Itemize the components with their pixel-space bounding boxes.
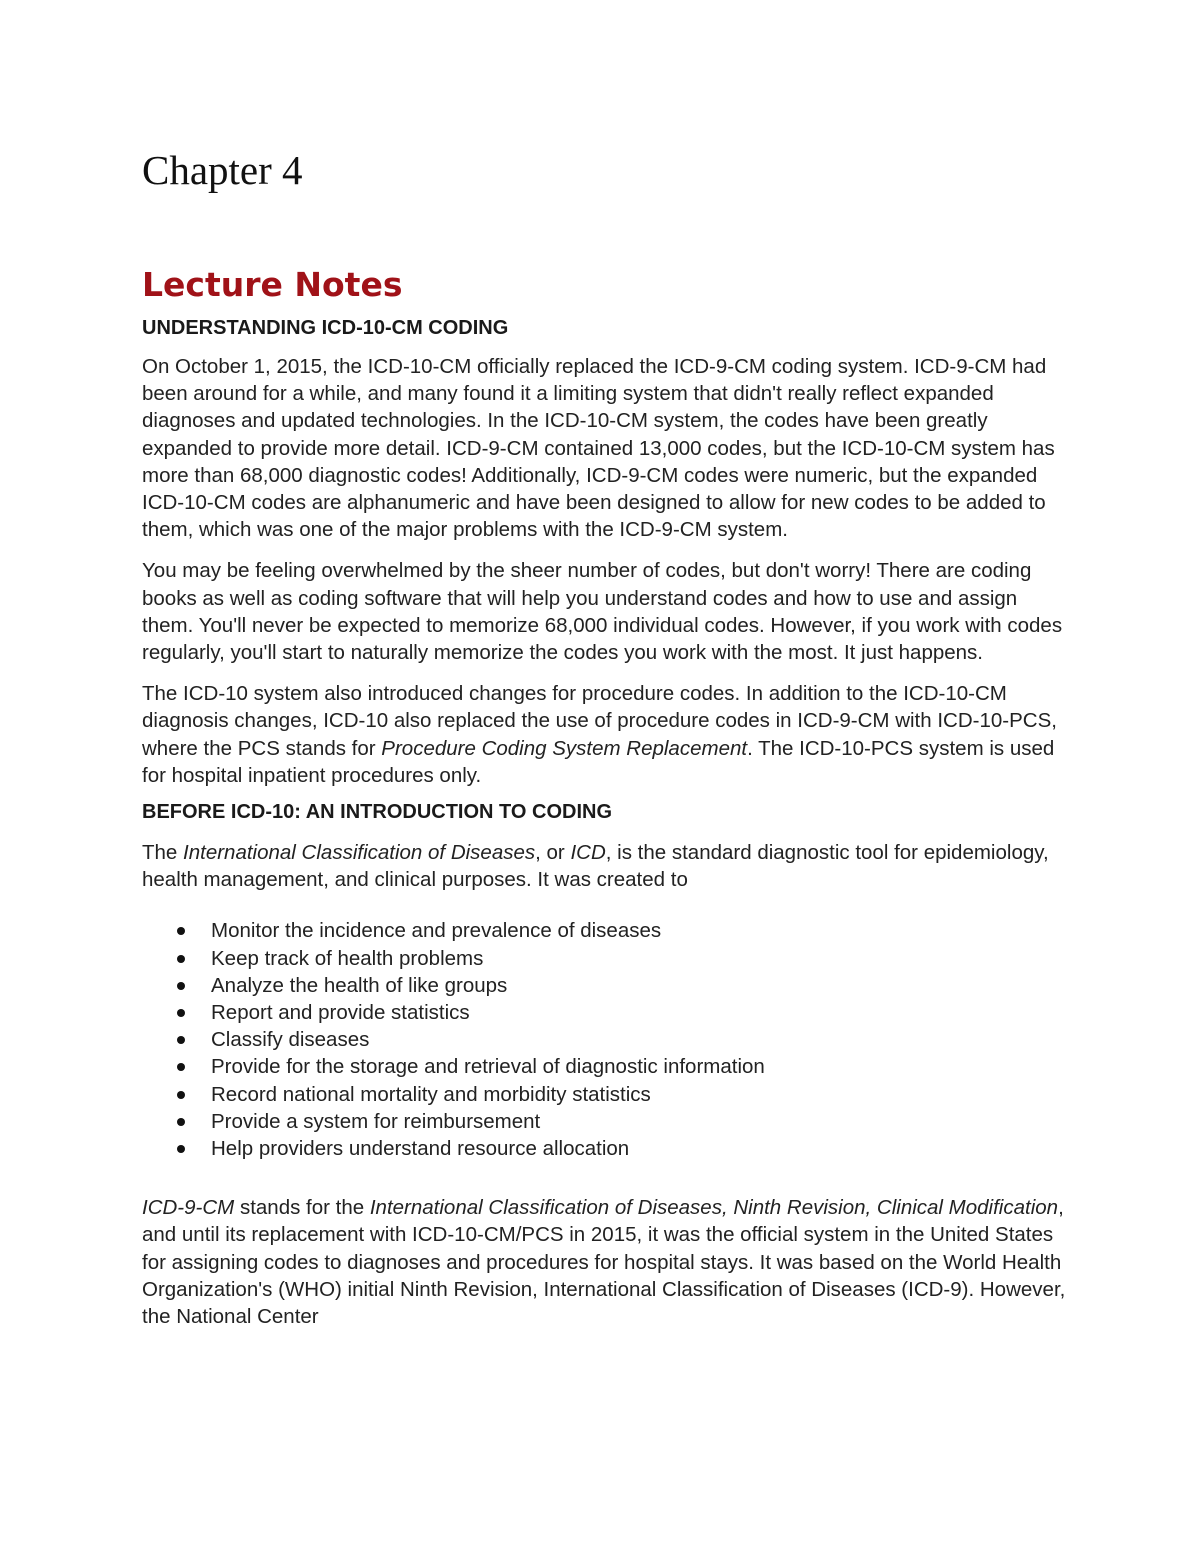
- bullet-icon: [177, 1009, 185, 1017]
- list-item: [142, 972, 1072, 999]
- italic-term: ICD-9-CM: [142, 1196, 235, 1220]
- bullet-icon: [177, 1063, 185, 1071]
- bullet-icon: [177, 1036, 185, 1044]
- italic-term: International Classification of Diseases, Ninth Revision, Clinical Modification: [369, 1196, 1059, 1220]
- list-item-text: Help providers understand resource allocation: [211, 1137, 630, 1161]
- list-item-text: Monitor the incidence and prevalence of diseases: [211, 919, 662, 943]
- list-item-text: Classify diseases: [211, 1028, 370, 1052]
- section-heading-before-icd10: BEFORE ICD-10: AN INTRODUCTION TO CODING: [142, 801, 613, 824]
- list-item: [142, 1135, 1072, 1162]
- lecture-notes-title: Lecture Notes: [142, 265, 403, 304]
- list-item: [142, 1108, 1072, 1135]
- text-span: . The ICD-10-PCS system is used for hospital inpatient procedures only.: [142, 736, 1055, 787]
- bullet-icon: [177, 982, 185, 990]
- list-item-text: Record national mortality and morbidity statistics: [211, 1082, 651, 1106]
- list-item: [142, 1026, 1072, 1053]
- bullet-icon: [177, 955, 185, 963]
- list-item: [142, 1081, 1072, 1108]
- text-span: The: [142, 841, 184, 865]
- text-span: The ICD-10 system also introduced changes for procedure codes. In addition to the ICD-10-CM diagnosis changes, ICD-10 also replaced the use of procedure codes in ICD-9-CM with ICD-10-PCS, where the PCS stands for: [142, 682, 1057, 760]
- list-item-text: Report and provide statistics: [211, 1001, 470, 1025]
- list-item-text: Provide for the storage and retrieval of diagnostic information: [211, 1055, 765, 1079]
- paragraph-overwhelmed: You may be feeling overwhelmed by the sheer number of codes, but don't worry! There are coding books as well as coding software that will help you understand codes and how to use and assign them. You'll never be expected to memorize 68,000 individual codes. However, if you work with codes regularly, you'll start to naturally memorize the codes you work with the most. It just happens.: [142, 559, 1063, 665]
- text-span: , or: [535, 841, 571, 865]
- text-span: , is the standard diagnostic tool for epidemiology, health management, and clinical purposes. It was created to: [142, 841, 1049, 892]
- paragraph-icd-definition: [142, 839, 1072, 893]
- paragraph-icd10-intro: On October 1, 2015, the ICD-10-CM officially replaced the ICD-9-CM coding system. ICD-9-CM had been around for a while, and many found it a limiting system that didn't really reflect expanded diagnoses and updated technologies. In the ICD-10-CM system, the codes have been greatly expanded to provide more detail. ICD-9-CM contained 13,000 codes, but the ICD-10-CM system has more than 68,000 diagnostic codes! Additionally, ICD-9-CM codes were numeric, but the expanded ICD-10-CM codes are alphanumeric and have been designed to allow for new codes to be added to them, which was one of the major problems with the ICD-9-CM system.: [142, 355, 1055, 542]
- bullet-icon: [177, 1145, 185, 1153]
- list-item-text: Keep track of health problems: [211, 946, 484, 970]
- italic-term: International Classification of Diseases: [183, 841, 536, 865]
- list-item: [142, 945, 1072, 972]
- italic-term: ICD: [570, 841, 606, 865]
- italic-term: Procedure Coding System Replacement: [381, 736, 748, 760]
- section-heading-understanding: UNDERSTANDING ICD-10-CM CODING: [142, 317, 509, 339]
- bullet-icon: [177, 1118, 185, 1126]
- paragraph-procedure-codes: [142, 680, 1072, 789]
- list-item: [142, 1053, 1072, 1080]
- bullet-icon: [177, 1091, 185, 1099]
- document-page: [142, 140, 1072, 1330]
- list-item: [142, 917, 1072, 944]
- paragraph-icd9cm-definition: [142, 1194, 1072, 1330]
- bullet-icon: [177, 927, 185, 935]
- text-span: stands for the: [234, 1196, 370, 1220]
- text-span: , and until its replacement with ICD-10-CM/PCS in 2015, it was the official system in the United States for assigning codes to diagnoses and procedures for hospital stays. It was based on the World Health Organization's (WHO) initial Ninth Revision, International Classification of Diseases (ICD-9). However, the National Center: [142, 1196, 1066, 1329]
- list-item-text: Provide a system for reimbursement: [211, 1109, 541, 1133]
- list-item: [142, 999, 1072, 1026]
- purpose-list: [142, 917, 1072, 1162]
- list-item-text: Analyze the health of like groups: [211, 973, 508, 997]
- chapter-title: Chapter 4: [142, 147, 303, 193]
